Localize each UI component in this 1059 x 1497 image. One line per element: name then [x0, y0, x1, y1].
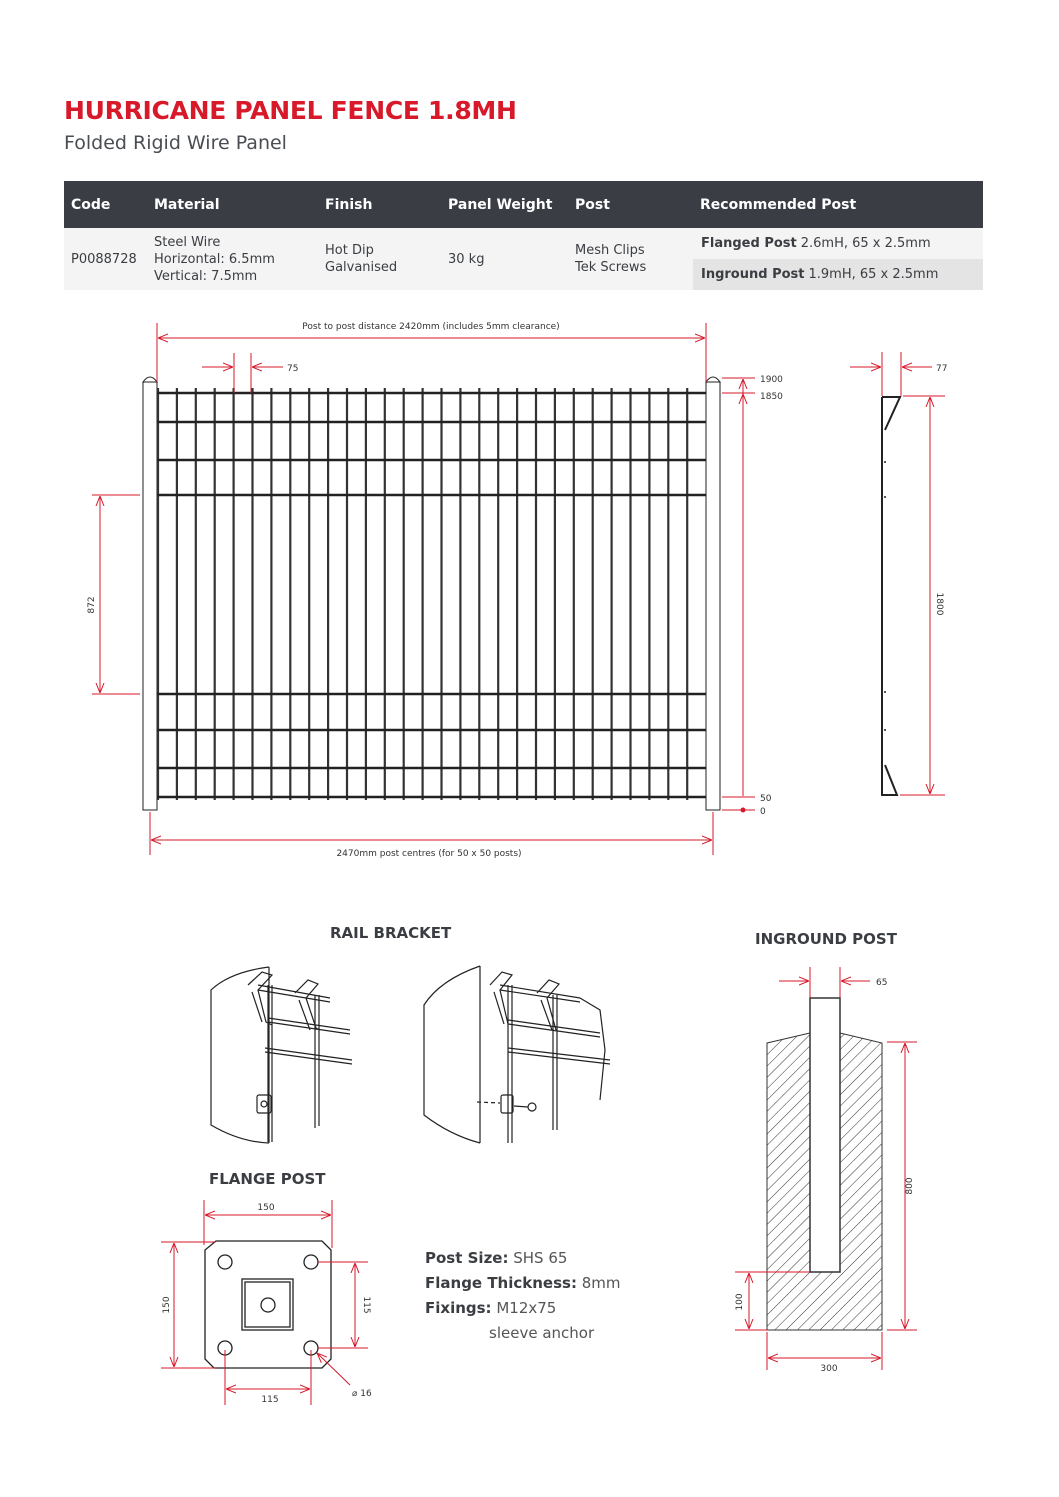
fixings-value: M12x75 [496, 1299, 557, 1317]
horizontal-rails [157, 393, 706, 797]
right-post [706, 377, 720, 810]
inground-post-drawing [767, 998, 882, 1330]
inground-post-title: INGROUND POST [755, 930, 897, 948]
inground-base-gap-label: 100 [735, 1293, 745, 1311]
col-material: Material [147, 181, 318, 228]
flange-hole-diameter-label: ⌀ 16 [352, 1389, 372, 1399]
flange-post-drawing [205, 1241, 331, 1368]
page-subtitle: Folded Rigid Wire Panel [64, 132, 287, 154]
col-code: Code [64, 181, 147, 228]
fence-panel-drawing [143, 377, 720, 810]
post-size-label: Post Size: [425, 1249, 509, 1267]
fixings-row [425, 1296, 621, 1321]
col-post: Post [568, 181, 693, 228]
flange-hole-spacing-h-label: 115 [261, 1395, 279, 1405]
col-panel-weight: Panel Weight [441, 181, 568, 228]
wire-spacing-label: 75 [287, 364, 299, 374]
height-1850-label: 1850 [760, 392, 783, 402]
left-post [143, 377, 157, 810]
material-line: Steel Wire [154, 234, 221, 250]
flange-plate-height-label: 150 [162, 1296, 172, 1314]
col-finish: Finish [318, 181, 441, 228]
side-profile-drawing [882, 397, 900, 795]
middle-gap-label: 872 [87, 596, 97, 614]
finish-line: Galvanised [325, 260, 398, 275]
flange-thickness-value: 8mm [581, 1274, 621, 1292]
post-specs [425, 1246, 621, 1346]
inground-post-width-label: 65 [876, 978, 888, 988]
fixings-label: Fixings: [425, 1299, 492, 1317]
cell-panel-weight: 30 kg [441, 228, 568, 290]
material-line: Horizontal: 6.5mm [154, 251, 275, 267]
rec-detail: 2.6mH, 65 x 2.5mm [800, 236, 931, 251]
post-size-row [425, 1246, 621, 1271]
vertical-wires [158, 388, 687, 800]
cell-code: P0088728 [64, 228, 147, 290]
inground-depth-label: 800 [905, 1177, 915, 1195]
rec-detail: 1.9mH, 65 x 2.5mm [808, 267, 939, 282]
side-fold-width-label: 77 [936, 364, 948, 374]
material-line: Vertical: 7.5mm [154, 268, 258, 284]
inground-footing-width-label: 300 [820, 1364, 838, 1374]
flange-post-title: FLANGE POST [209, 1170, 326, 1188]
fixings-value-line2: sleeve anchor [489, 1324, 595, 1342]
side-height-label: 1800 [934, 592, 944, 616]
rail-bracket-illustration-2 [424, 966, 610, 1143]
flange-plate-width-label: 150 [257, 1203, 275, 1213]
col-recommended-post: Recommended Post [693, 181, 983, 228]
rail-bracket-illustration-1 [211, 967, 352, 1143]
rec-name: Flanged Post [701, 236, 797, 251]
flange-thickness-row [425, 1271, 621, 1296]
flange-thickness-label: Flange Thickness: [425, 1274, 577, 1292]
post-size-value: SHS 65 [513, 1249, 568, 1267]
page-title: HURRICANE PANEL FENCE 1.8MH [64, 96, 517, 125]
rec-name: Inground Post [701, 267, 805, 282]
post-centres-label: 2470mm post centres (for 50 x 50 posts) [336, 849, 522, 859]
post-to-post-label: Post to post distance 2420mm (includes 5mm clearance) [302, 322, 560, 332]
height-0-label: 0 [760, 807, 766, 817]
rail-bracket-title: RAIL BRACKET [330, 924, 452, 942]
height-50-label: 50 [760, 794, 772, 804]
side-dimensions [850, 352, 948, 795]
post-line: Tek Screws [575, 260, 647, 275]
post-line: Mesh Clips [575, 243, 645, 258]
finish-line: Hot Dip [325, 243, 374, 258]
flange-hole-spacing-v-label: 115 [361, 1296, 371, 1314]
height-1900-label: 1900 [760, 375, 783, 385]
flange-dimensions [161, 1200, 368, 1405]
